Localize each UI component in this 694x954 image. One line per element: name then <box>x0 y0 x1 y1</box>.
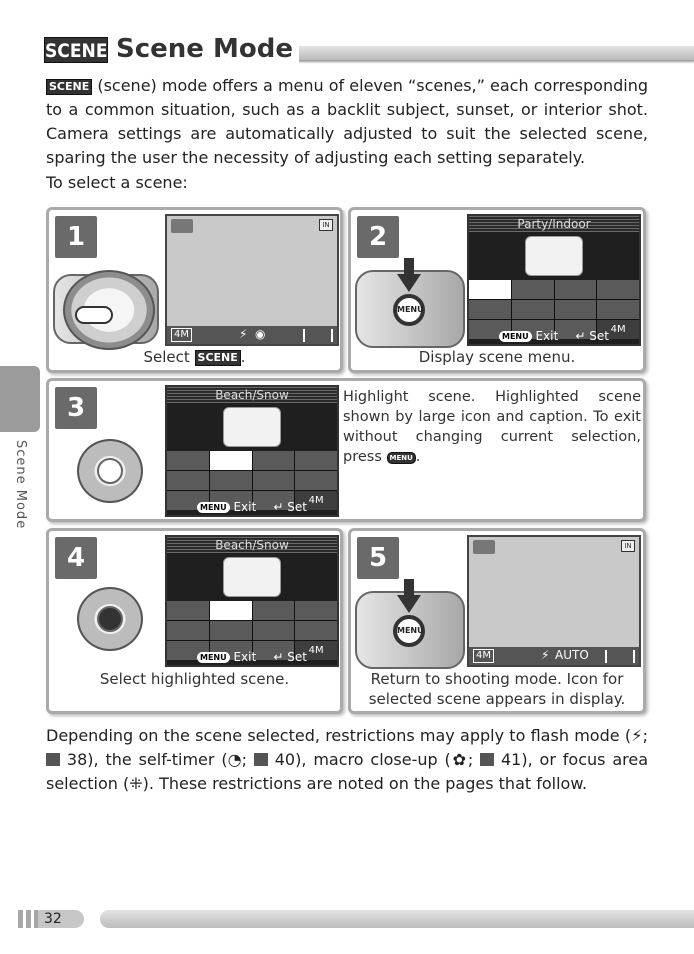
lcd-status-bar <box>469 647 639 665</box>
menu-badge-icon: MENU <box>197 652 230 663</box>
reference-icon <box>46 753 60 766</box>
scene-cell: 4M <box>295 491 337 510</box>
scene-cell <box>167 451 209 470</box>
scene-cell <box>597 300 639 319</box>
step-3-panel <box>46 378 646 522</box>
step-number: 1 <box>55 216 97 258</box>
step-caption: Select SCENE . <box>143 348 246 366</box>
footer-bars <box>0 910 42 928</box>
ok-button-icon <box>97 606 123 632</box>
flash-icon: ⚡ <box>541 648 550 662</box>
reference-icon <box>480 753 494 766</box>
scene-cell <box>469 280 511 299</box>
dial-pointer <box>75 306 113 324</box>
side-tab <box>0 366 40 432</box>
scene-inline-icon: SCENE <box>46 79 92 95</box>
scene-cell <box>253 471 295 490</box>
lcd-screen <box>467 535 641 667</box>
menu-badge-icon: MENU <box>499 331 532 342</box>
page-title: Scene Mode <box>116 34 299 64</box>
flash-icon: ⚡ <box>239 327 248 341</box>
scene-cell <box>295 621 337 640</box>
scene-cell <box>512 300 554 319</box>
step-number: 3 <box>55 387 97 429</box>
menu-footer: MENU Exit ↵ Set <box>469 328 639 344</box>
scene-cell <box>512 280 554 299</box>
focus-bracket <box>303 329 333 342</box>
lead-text: To select a scene: <box>46 173 188 192</box>
scene-cell <box>210 621 252 640</box>
lcd-screen <box>165 214 339 346</box>
scene-cell <box>210 471 252 490</box>
focus-bracket <box>605 650 635 663</box>
scene-cell <box>597 280 639 299</box>
menu-button-icon: MENU <box>393 615 425 647</box>
scene-cell <box>253 621 295 640</box>
scene-cell <box>555 300 597 319</box>
multi-selector-icon <box>77 587 143 651</box>
step-number: 5 <box>357 537 399 579</box>
image-size-badge: 4M <box>171 328 192 342</box>
scene-status-icon <box>171 219 193 233</box>
scene-inline-icon: SCENE <box>195 350 241 366</box>
menu-title: Beach/Snow <box>167 537 337 553</box>
page-number: 32 <box>38 910 84 928</box>
scene-menu-screen <box>467 214 641 346</box>
step-4-panel <box>46 528 343 714</box>
menu-inline-icon: MENU <box>387 452 416 464</box>
scene-cell <box>167 471 209 490</box>
down-arrow-icon <box>397 595 421 613</box>
menu-footer: MENU Exit ↵ Set <box>167 649 337 665</box>
menu-footer: MENU Exit ↵ Set <box>167 499 337 515</box>
intro-text: (scene) mode offers a menu of eleven “scenes,” each corresponding to a common situation, such as a backlit subject, sunset, or interior shot. Camera settings are automatically adjusted to suit the selected scene, sparing the user the necessity of adjusting each setting separately. <box>46 76 648 167</box>
footer-rule <box>100 910 694 928</box>
step-description: Highlight scene. Highlighted scene shown by large icon and caption. To exit without changing current selection, press MENU . <box>343 389 641 465</box>
scene-cell: 4M <box>597 320 639 339</box>
scene-cell <box>210 451 252 470</box>
scene-cell <box>167 601 209 620</box>
scene-cell <box>295 451 337 470</box>
macro-icon: ✿ <box>450 750 468 769</box>
self-timer-icon: ◔ <box>227 750 242 769</box>
scene-cell <box>295 471 337 490</box>
internal-memory-icon: IN <box>319 219 333 231</box>
image-size-badge: 4M <box>473 649 494 663</box>
scene-cell <box>295 601 337 620</box>
beach-snow-status-icon <box>473 540 495 554</box>
menu-title: Beach/Snow <box>167 387 337 403</box>
scene-cell: 4M <box>295 641 337 660</box>
flash-icon: ⚡ <box>631 726 643 745</box>
scene-menu-screen <box>165 385 339 517</box>
scene-mode-icon: SCENE <box>44 37 108 63</box>
scene-cell <box>167 621 209 640</box>
step-caption: Return to shooting mode. Icon for selected scene appears in display. <box>368 670 626 708</box>
step-number: 4 <box>55 537 97 579</box>
side-tab-label: Scene Mode <box>13 440 28 530</box>
red-eye-icon: ◉ <box>255 327 266 341</box>
menu-title: Party/Indoor <box>469 216 639 232</box>
restrictions-paragraph: Depending on the scene selected, restrictions may apply to flash mode (⚡; 38), the self-timer (◔; 40), macro close-up (✿; 41), or focus area selection (⁜). These restrictions are noted on the pages that follow. <box>46 726 649 793</box>
party-indoor-icon <box>525 236 583 276</box>
focus-area-icon: ⁜ <box>129 774 143 793</box>
step-caption: Display scene menu. <box>418 348 576 366</box>
step-5-panel <box>348 528 646 714</box>
scene-cell <box>210 601 252 620</box>
ok-button-icon <box>97 458 123 484</box>
internal-memory-icon: IN <box>621 540 635 552</box>
mode-dial-icon <box>63 270 155 350</box>
scene-cell <box>469 300 511 319</box>
beach-snow-icon <box>223 557 281 597</box>
step-2-panel <box>348 207 646 373</box>
scene-cell <box>253 451 295 470</box>
scene-cell <box>555 280 597 299</box>
step-1-panel <box>46 207 343 373</box>
scene-cell <box>253 601 295 620</box>
scene-menu-screen <box>165 535 339 667</box>
beach-snow-icon <box>223 407 281 447</box>
title-bar <box>44 36 694 66</box>
intro-paragraph <box>46 74 648 170</box>
flash-mode-label: AUTO <box>555 648 589 662</box>
lcd-status-bar <box>167 326 337 344</box>
menu-button-icon: MENU <box>393 294 425 326</box>
reference-icon <box>254 753 268 766</box>
step-number: 2 <box>357 216 399 258</box>
multi-selector-icon <box>77 439 143 503</box>
menu-badge-icon: MENU <box>197 502 230 513</box>
step-caption: Select highlighted scene. <box>99 670 290 688</box>
down-arrow-icon <box>397 274 421 292</box>
